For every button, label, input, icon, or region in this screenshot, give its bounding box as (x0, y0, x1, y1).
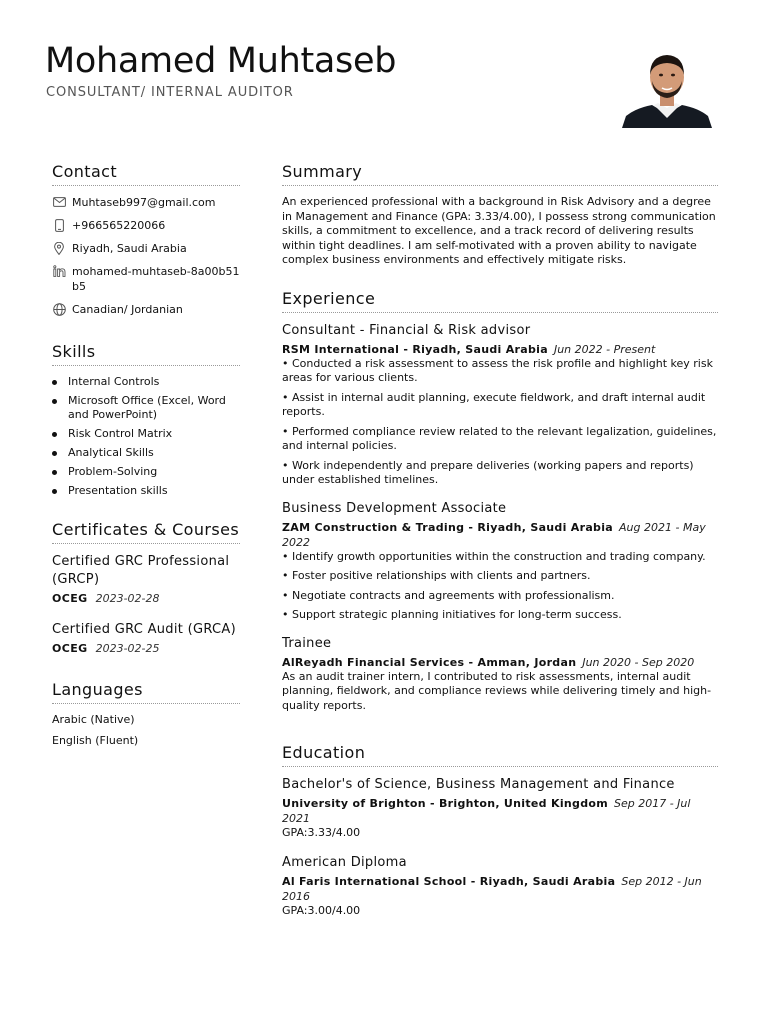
job-entry (282, 635, 718, 714)
contact-linkedin[interactable] (52, 264, 240, 294)
job-description: As an audit trainer intern, I contributed to risk assessments, internal audit planning, fieldwork, and compliance reviews while delivering timely and high-quality reports. (282, 669, 712, 712)
school-line (282, 874, 718, 904)
phone-icon (52, 218, 66, 232)
summary-section (282, 162, 718, 268)
skill-item (52, 465, 240, 479)
job-bullet: • Assist in internal audit planning, execute fieldwork, and draft internal audit reports. (282, 390, 706, 418)
location-pin-icon (52, 241, 66, 255)
education-section (282, 743, 718, 918)
contact-email[interactable] (52, 195, 240, 210)
contact-phone[interactable] (52, 218, 240, 233)
experience-heading: Experience (282, 288, 376, 308)
candidate-name: Mohamed Muhtaseb (45, 41, 397, 81)
skill-item (52, 484, 240, 498)
bullet-icon (52, 432, 57, 437)
certificates-heading: Certificates & Courses (52, 520, 240, 539)
left-column (52, 162, 240, 755)
contact-email-text: Muhtaseb997@gmail.com (72, 196, 216, 209)
certificate-date: 2023-02-28 (95, 592, 160, 605)
experience-section (282, 289, 718, 714)
education-dates: Sep 2012 - Jun 2016 (282, 875, 702, 903)
job-organization: RSM International - Riyadh, Saudi Arabia (282, 342, 548, 356)
section-divider (282, 185, 718, 186)
job-bullet: • Performed compliance review related to the relevant legalization, guidelines, and internal policies. (282, 424, 717, 452)
gpa-text: GPA:3.33/4.00 (282, 826, 361, 839)
summary-text: An experienced professional with a background in Risk Advisory and a degree in Management and Finance (GPA: 3.33/4.00), I possess strong communication skills, a commitment to excellence, and a track record of delivering results within tight deadlines. I am self-motivated with a proven ability to navigate complex business environments and effectively mitigate risks. (282, 195, 716, 266)
skill-item (52, 375, 240, 389)
bullet-icon (52, 489, 57, 494)
skill-label: Microsoft Office (Excel, Word and PowerPoint) (68, 394, 226, 421)
skills-section (52, 342, 240, 498)
skill-label: Presentation skills (68, 484, 168, 497)
job-dates: Jun 2022 - Present (553, 342, 656, 356)
job-org-line (282, 655, 718, 670)
certificates-section (52, 520, 240, 657)
education-entry (282, 776, 718, 840)
job-bullet: • Foster positive relationships with clients and partners. (282, 569, 591, 582)
job-org-line (282, 520, 718, 550)
skills-list (52, 375, 240, 498)
contact-nationality (52, 302, 240, 317)
job-dates: Jun 2020 - Sep 2020 (582, 655, 695, 669)
skill-label: Analytical Skills (68, 446, 154, 459)
section-divider (52, 703, 240, 704)
language-item: English (Fluent) (52, 734, 139, 747)
job-title: Business Development Associate (282, 500, 507, 516)
envelope-icon (52, 195, 66, 209)
job-bullet: • Identify growth opportunities within the construction and trading company. (282, 549, 706, 563)
job-title: Trainee (282, 635, 332, 651)
skill-item (52, 427, 240, 441)
certificate-item (52, 553, 240, 607)
certificate-meta (52, 641, 240, 657)
contact-linkedin-text: mohamed-muhtaseb-8a00b51b5 (72, 265, 240, 293)
job-bullet: • Work independently and prepare deliveries (working papers and reports) under established timelines. (282, 458, 694, 486)
certificate-meta (52, 591, 240, 607)
education-entry (282, 854, 718, 918)
skill-item (52, 446, 240, 460)
certificate-issuer: OCEG (52, 592, 88, 605)
job-organization: AlReyadh Financial Services - Amman, Jordan (282, 655, 577, 669)
job-bullet: • Support strategic planning initiatives for long-term success. (282, 608, 622, 621)
certificate-date: 2023-02-25 (95, 642, 160, 655)
section-divider (282, 312, 718, 313)
profile-photo (622, 48, 712, 128)
languages-section (52, 680, 240, 748)
section-divider (52, 543, 240, 544)
skill-label: Problem-Solving (68, 465, 158, 478)
job-bullet: • Conducted a risk assessment to assess the risk profile and highlight key risk areas for various clients. (282, 356, 713, 384)
degree-title: American Diploma (282, 855, 407, 870)
bullet-icon (52, 380, 57, 385)
bullet-icon (52, 451, 57, 456)
job-organization: ZAM Construction & Trading - Riyadh, Saudi Arabia (282, 520, 614, 534)
school-name: Al Faris International School - Riyadh, Saudi Arabia (282, 875, 616, 888)
skills-heading: Skills (52, 342, 96, 361)
job-dates: Aug 2021 - May 2022 (282, 520, 706, 549)
gpa-text: GPA:3.00/4.00 (282, 904, 361, 917)
skill-label: Risk Control Matrix (68, 427, 173, 440)
contact-phone-text: +966565220066 (72, 219, 166, 232)
contact-location (52, 241, 240, 256)
contact-location-text: Riyadh, Saudi Arabia (72, 242, 187, 255)
job-title: Consultant - Financial & Risk advisor (282, 322, 531, 338)
skill-item (52, 394, 240, 422)
school-line (282, 796, 718, 826)
job-org-line (282, 342, 718, 357)
language-item: Arabic (Native) (52, 713, 135, 726)
contact-heading: Contact (52, 162, 118, 181)
degree-title: Bachelor's of Science, Business Management and Finance (282, 777, 675, 792)
linkedin-icon (52, 264, 66, 278)
certificate-issuer: OCEG (52, 642, 88, 655)
section-divider (282, 766, 718, 767)
certificate-name: Certified GRC Audit (GRCA) (52, 622, 236, 637)
candidate-headline: CONSULTANT/ INTERNAL AUDITOR (46, 85, 294, 100)
contact-section (52, 162, 240, 317)
contact-nationality-text: Canadian/ Jordanian (72, 303, 183, 316)
section-divider (52, 365, 240, 366)
certificate-item (52, 621, 240, 657)
section-divider (52, 185, 240, 186)
globe-icon (52, 302, 66, 316)
languages-heading: Languages (52, 680, 143, 699)
skill-label: Internal Controls (68, 375, 160, 388)
summary-heading: Summary (282, 162, 363, 181)
education-dates: Sep 2017 - Jul 2021 (282, 797, 691, 825)
education-heading: Education (282, 743, 366, 762)
bullet-icon (52, 470, 57, 475)
job-entry (282, 500, 718, 623)
certificate-name: Certified GRC Professional (GRCP) (52, 554, 230, 587)
job-entry (282, 322, 718, 488)
right-column (282, 162, 718, 932)
bullet-icon (52, 399, 57, 404)
school-name: University of Brighton - Brighton, United Kingdom (282, 797, 608, 810)
job-bullet: • Negotiate contracts and agreements with professionalism. (282, 588, 615, 602)
